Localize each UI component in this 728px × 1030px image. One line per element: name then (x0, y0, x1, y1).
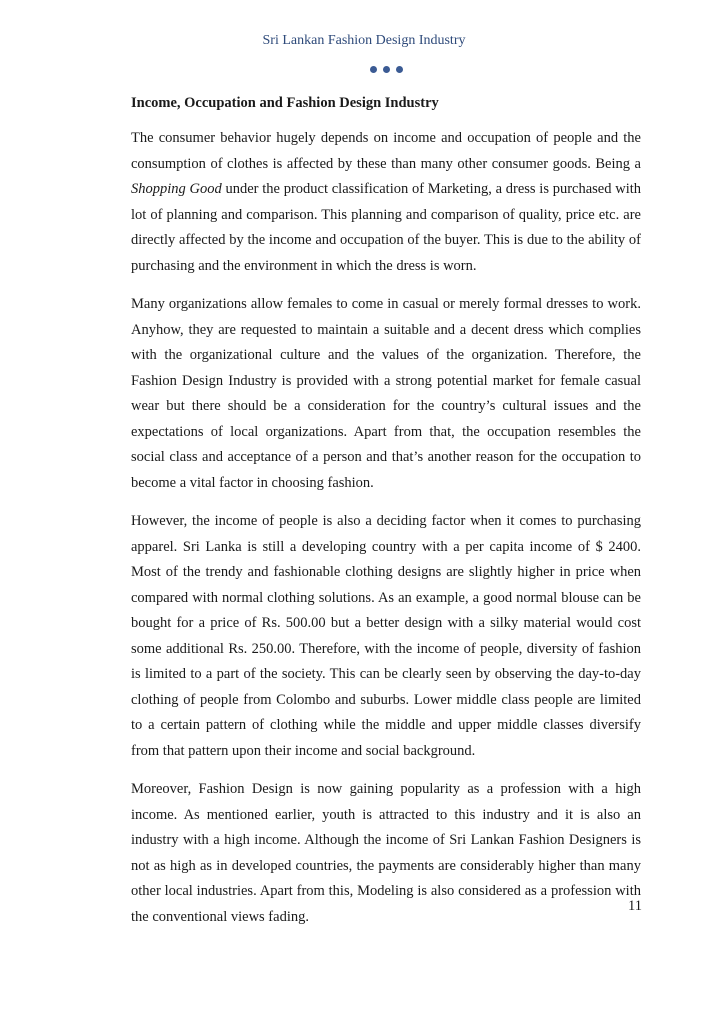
paragraph-3: However, the income of people is also a deciding factor when it comes to purchasing apparel. Sri Lanka is still a developing country with a per capita income of $ 2400. Most of the trendy and fashionable clothing designs are slightly higher in price when compared with normal clothing solutions. As an example, a good normal blouse can be bought for a price of Rs. 500.00 but a better design with a silky material would cost some additional Rs. 250.00. Therefore, with the income of people, diversity of fashion is limited to a part of the society. This can be clearly seen by observing the day-to-day clothing of people from Colombo and suburbs. Lower middle class people are limited to a certain pattern of clothing while the middle and upper middle classes diversify from that pattern upon their income and social background. (131, 513, 641, 759)
paragraph-4: Moreover, Fashion Design is now gaining popularity as a profession with a high income. As mentioned earlier, youth is attracted to this industry and it is also an industry with a high income. Although the income of Sri Lankan Fashion Designers is not as high as in developed countries, the payments are considerably higher than many other local industries. Apart from this, Modeling is also considered as a profession with the conventional views fading. (131, 781, 641, 925)
ornament-dot-icon (396, 66, 403, 73)
paragraph-1-start: The consumer behavior hugely depends on income and occupation of people and the consumption of clothes is affected by these than many other consumer goods. Being a (131, 130, 641, 172)
page-number: 11 (628, 898, 642, 914)
ornament-dot-icon (383, 66, 390, 73)
ornament-dot-icon (370, 66, 377, 73)
shopping-good-term: Shopping Good (131, 181, 222, 197)
ornament-dots (370, 66, 403, 73)
paragraph-2: Many organizations allow females to come in casual or merely formal dresses to work. Anyhow, they are requested to maintain a suitable and a decent dress which complies with the organizational culture and the values of the organization. Therefore, the Fashion Design Industry is provided with a strong potential market for female casual wear but there should be a consideration for the country’s cultural issues and the expectations of local organizations. Apart from that, the occupation resembles the social class and acceptance of a person and that’s another reason for the occupation to become a vital factor in choosing fashion. (131, 296, 641, 491)
paragraph-1-end: under the product classification of Marketing, a dress is purchased with lot of planning and comparison. This planning and comparison of quality, price etc. are directly affected by the income and occupation of the buyer. This is due to the ability of purchasing and the environment in which the dress is worn. (131, 181, 642, 274)
paragraph-1 (131, 126, 641, 279)
running-header: Sri Lankan Fashion Design Industry (262, 33, 466, 48)
section-heading: Income, Occupation and Fashion Design Industry (131, 95, 439, 111)
header-ornament (0, 66, 728, 76)
page-body (131, 93, 641, 943)
